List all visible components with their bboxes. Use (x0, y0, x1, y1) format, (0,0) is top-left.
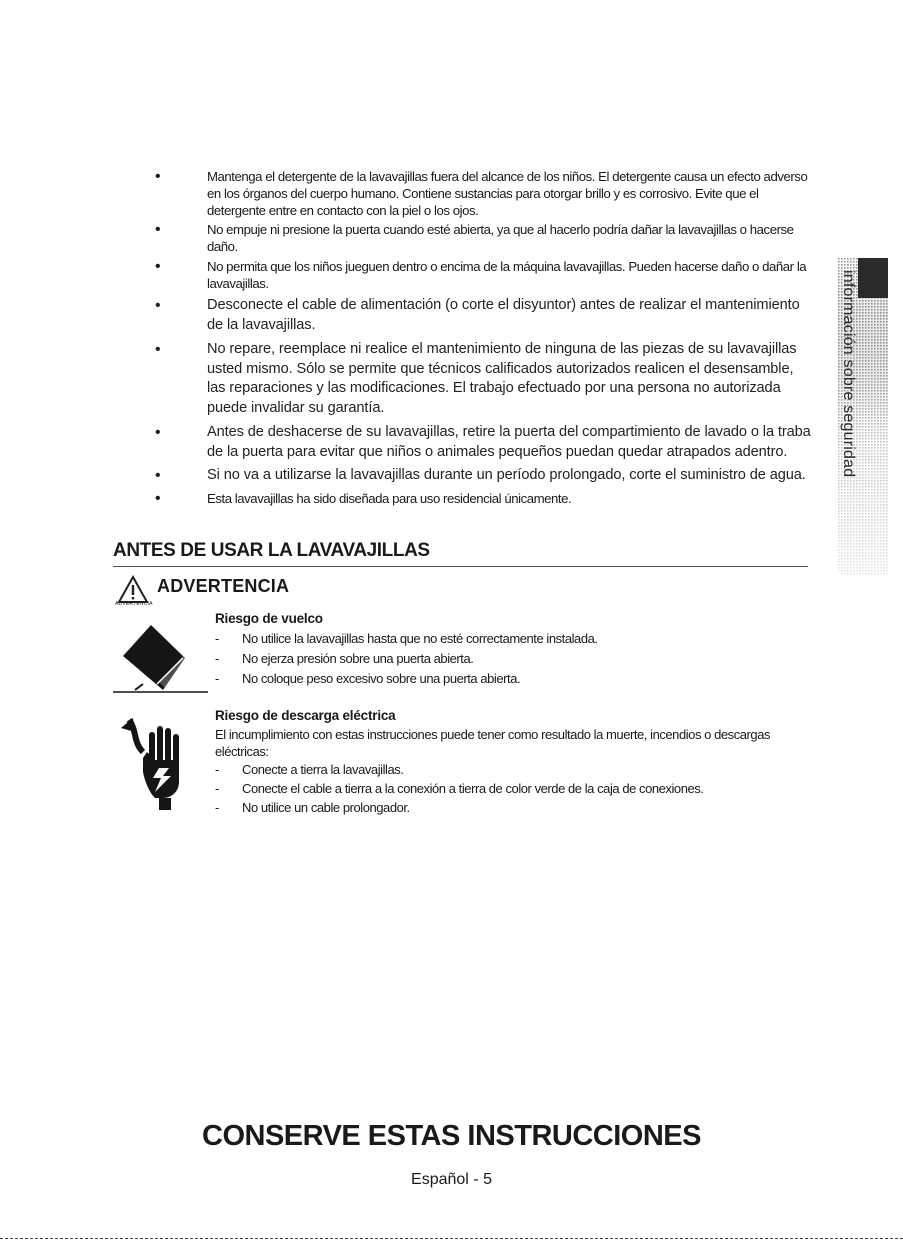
page-number: Español - 5 (411, 1171, 492, 1188)
bullet-item: • No permita que los niños jueguen dentro o encima de la máquina lavavajillas. Pueden hacerse daño o dañar la lavavajillas. (155, 258, 807, 291)
bullet-text: No permita que los niños jueguen dentro o encima de la máquina lavavajillas. Pueden hacerse daño o dañar la lavavajillas. (207, 259, 807, 291)
bullet-text: Antes de deshacerse de su lavavajillas, retire la puerta del compartimiento de lavado o la traba de la puerta para evitar que niños o animales pequeños puedan quedar atrapados adentro. (207, 424, 811, 460)
warning-icon-label: ADVERTENCIA (115, 601, 153, 607)
warning-title: ADVERTENCIA (157, 576, 290, 596)
bullet-text: No repare, reemplace ni realice el mantenimiento de ninguna de las piezas de su lavavajillas usted mismo. Sólo se permite que técnicos calificados autorizados realicen el desensamble, las reparaciones y las modificaciones. El trabajo efectuado por una persona no autorizada puede invalidar su garantía. (207, 341, 797, 416)
risk-title: Riesgo de descarga eléctrica (215, 708, 396, 723)
risk-item: - No utilice la lavavajillas hasta que no esté correctamente instalada. (215, 629, 815, 649)
bullet-item: • Desconecte el cable de alimentación (o corte el disyuntor) antes de realizar el mantenimiento de la lavavajillas. (155, 297, 800, 333)
risk-intro: El incumplimiento con estas instrucciones puede tener como resultado la muerte, incendios o descargas eléctricas: (215, 727, 771, 759)
risk-item: - No ejerza presión sobre una puerta abierta. (215, 649, 815, 669)
risk-title: Riesgo de vuelco (215, 611, 323, 626)
bullet-text: No empuje ni presione la puerta cuando esté abierta, ya que al hacerlo podría dañar la lavavajillas o hacerse daño. (207, 222, 794, 254)
bottom-divider (0, 1238, 903, 1239)
risk-item: - Conecte a tierra la lavavajillas. (215, 760, 815, 779)
section-divider (113, 566, 808, 567)
bullet-text: Si no va a utilizarse la lavavajillas durante un período prolongado, corte el suministro de agua. (207, 467, 806, 483)
risk-list (215, 629, 815, 689)
bullet-item: • No empuje ni presione la puerta cuando esté abierta, ya que al hacerlo podría dañar la lavavajillas o hacerse daño. (155, 221, 794, 254)
bullet-item: • Mantenga el detergente de la lavavajillas fuera del alcance de los niños. El detergente causa un efecto adverso en los órganos del cuerpo humano. Contiene sustancias para otorgar brillo y es corrosivo. Evite que el detergente entre en contacto con la piel o los ojos. (155, 168, 808, 218)
bullet-item: • Antes de deshacerse de su lavavajillas, retire la puerta del compartimiento de lavado o la traba de la puerta para evitar que niños o animales pequeños puedan quedar atrapados adentro. (155, 424, 811, 460)
footer-title: CONSERVE ESTAS INSTRUCCIONES (202, 1120, 701, 1152)
side-tab-label: información sobre seguridad (840, 270, 857, 478)
bullet-item: • Esta lavavajillas ha sido diseñada para uso residencial únicamente. (155, 489, 572, 507)
safety-bullet-list (155, 168, 815, 507)
bullet-text: Desconecte el cable de alimentación (o corte el disyuntor) antes de realizar el mantenimiento de la lavavajillas. (207, 297, 800, 333)
tip-over-risk-section (215, 611, 815, 689)
section-title: ANTES DE USAR LA LAVAVAJILLAS (113, 540, 430, 561)
bullet-item: • Si no va a utilizarse la lavavajillas durante un período prolongado, corte el suministro de agua. (155, 467, 806, 484)
risk-item: - Conecte el cable a tierra a la conexión a tierra de color verde de la caja de conexiones. (215, 779, 815, 798)
bullet-text: Esta lavavajillas ha sido diseñada para uso residencial únicamente. (207, 490, 572, 506)
electric-shock-icon (119, 712, 191, 812)
bullet-text: Mantenga el detergente de la lavavajillas fuera del alcance de los niños. El detergente causa un efecto adverso en los órganos del cuerpo humano. Contiene sustancias para otorgar brillo y es corrosivo. Evite que el detergente entre en contacto con la piel o los ojos. (207, 169, 808, 218)
risk-list (215, 760, 815, 817)
risk-item: - No coloque peso excesivo sobre una puerta abierta. (215, 669, 815, 689)
tip-over-icon (113, 620, 208, 695)
electric-shock-risk-section (215, 708, 815, 817)
risk-item: - No utilice un cable prolongador. (215, 798, 815, 817)
bullet-item: • No repare, reemplace ni realice el mantenimiento de ninguna de las piezas de su lavavajillas usted mismo. Sólo se permite que técnicos calificados autorizados realicen el desensamble, las reparaciones y las modificaciones. El trabajo efectuado por una persona no autorizada puede invalidar su garantía. (155, 341, 797, 416)
